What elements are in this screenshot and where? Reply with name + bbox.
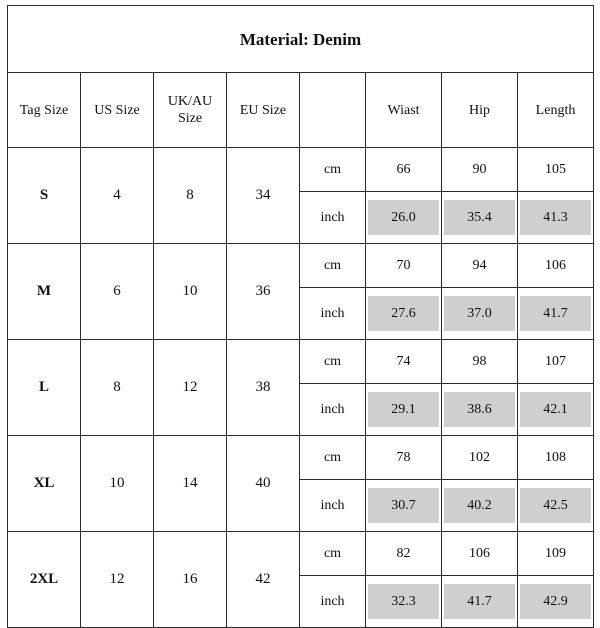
tag-size-cell: XL — [8, 436, 81, 532]
length-cm-cell: 109 — [518, 532, 594, 576]
waist-inch-value: 32.3 — [368, 584, 439, 619]
unit-cm-cell: cm — [300, 340, 366, 384]
unit-cm-cell: cm — [300, 532, 366, 576]
length-inch-cell — [518, 480, 594, 532]
waist-inch-cell — [366, 192, 442, 244]
waist-cm-cell: 74 — [366, 340, 442, 384]
unit-cm-cell: cm — [300, 244, 366, 288]
chart-title: Material: Denim — [8, 6, 594, 73]
unit-cm-cell: cm — [300, 148, 366, 192]
waist-inch-value: 26.0 — [368, 200, 439, 235]
us-size-cell: 10 — [81, 436, 154, 532]
hip-inch-cell — [442, 288, 518, 340]
length-inch-value: 42.9 — [520, 584, 591, 619]
length-inch-value: 41.3 — [520, 200, 591, 235]
unit-cm-cell: cm — [300, 436, 366, 480]
eu-size-cell: 42 — [227, 532, 300, 628]
length-inch-cell — [518, 384, 594, 436]
length-cm-cell: 107 — [518, 340, 594, 384]
header-uk-au-line2: Size — [177, 111, 203, 126]
length-inch-value: 42.1 — [520, 392, 591, 427]
tag-size-cell: M — [8, 244, 81, 340]
hip-cm-cell: 90 — [442, 148, 518, 192]
hip-cm-cell: 98 — [442, 340, 518, 384]
size-row-cm — [8, 244, 594, 288]
us-size-cell: 12 — [81, 532, 154, 628]
uk-au-size-cell: 8 — [154, 148, 227, 244]
length-cm-cell: 106 — [518, 244, 594, 288]
header-waist: Wiast — [366, 73, 442, 148]
length-cm-cell: 108 — [518, 436, 594, 480]
uk-au-size-cell: 14 — [154, 436, 227, 532]
uk-au-size-cell: 10 — [154, 244, 227, 340]
size-row-cm — [8, 148, 594, 192]
length-inch-cell — [518, 576, 594, 628]
waist-inch-cell — [366, 576, 442, 628]
length-inch-value: 42.5 — [520, 488, 591, 523]
size-row-cm — [8, 436, 594, 480]
eu-size-cell: 34 — [227, 148, 300, 244]
uk-au-size-cell: 12 — [154, 340, 227, 436]
header-length: Length — [518, 73, 594, 148]
uk-au-size-cell: 16 — [154, 532, 227, 628]
tag-size-cell: S — [8, 148, 81, 244]
size-chart-table — [7, 5, 594, 628]
header-tag-size: Tag Size — [8, 73, 81, 148]
us-size-cell: 8 — [81, 340, 154, 436]
eu-size-cell: 38 — [227, 340, 300, 436]
size-row-cm — [8, 340, 594, 384]
waist-inch-cell — [366, 480, 442, 532]
hip-inch-value: 41.7 — [444, 584, 515, 619]
hip-inch-value: 38.6 — [444, 392, 515, 427]
waist-inch-cell — [366, 384, 442, 436]
waist-cm-cell: 82 — [366, 532, 442, 576]
header-hip: Hip — [442, 73, 518, 148]
hip-cm-cell: 106 — [442, 532, 518, 576]
tag-size-cell: L — [8, 340, 81, 436]
us-size-cell: 6 — [81, 244, 154, 340]
header-uk-au-line1: UK/AU — [167, 94, 213, 109]
hip-inch-cell — [442, 480, 518, 532]
length-inch-cell — [518, 192, 594, 244]
tag-size-cell: 2XL — [8, 532, 81, 628]
eu-size-cell: 36 — [227, 244, 300, 340]
header-unit — [300, 73, 366, 148]
hip-cm-cell: 102 — [442, 436, 518, 480]
length-inch-cell — [518, 288, 594, 340]
hip-inch-value: 35.4 — [444, 200, 515, 235]
header-uk-au-size — [154, 73, 227, 148]
unit-inch-cell: inch — [300, 480, 366, 532]
header-eu-size: EU Size — [227, 73, 300, 148]
unit-inch-cell: inch — [300, 576, 366, 628]
waist-cm-cell: 78 — [366, 436, 442, 480]
hip-inch-cell — [442, 384, 518, 436]
waist-inch-value: 27.6 — [368, 296, 439, 331]
unit-inch-cell: inch — [300, 192, 366, 244]
size-row-cm — [8, 532, 594, 576]
waist-cm-cell: 66 — [366, 148, 442, 192]
hip-inch-cell — [442, 576, 518, 628]
us-size-cell: 4 — [81, 148, 154, 244]
length-cm-cell: 105 — [518, 148, 594, 192]
waist-inch-cell — [366, 288, 442, 340]
length-inch-value: 41.7 — [520, 296, 591, 331]
waist-inch-value: 29.1 — [368, 392, 439, 427]
unit-inch-cell: inch — [300, 384, 366, 436]
eu-size-cell: 40 — [227, 436, 300, 532]
hip-inch-value: 37.0 — [444, 296, 515, 331]
hip-inch-value: 40.2 — [444, 488, 515, 523]
waist-cm-cell: 70 — [366, 244, 442, 288]
unit-inch-cell: inch — [300, 288, 366, 340]
hip-cm-cell: 94 — [442, 244, 518, 288]
header-us-size: US Size — [81, 73, 154, 148]
waist-inch-value: 30.7 — [368, 488, 439, 523]
hip-inch-cell — [442, 192, 518, 244]
